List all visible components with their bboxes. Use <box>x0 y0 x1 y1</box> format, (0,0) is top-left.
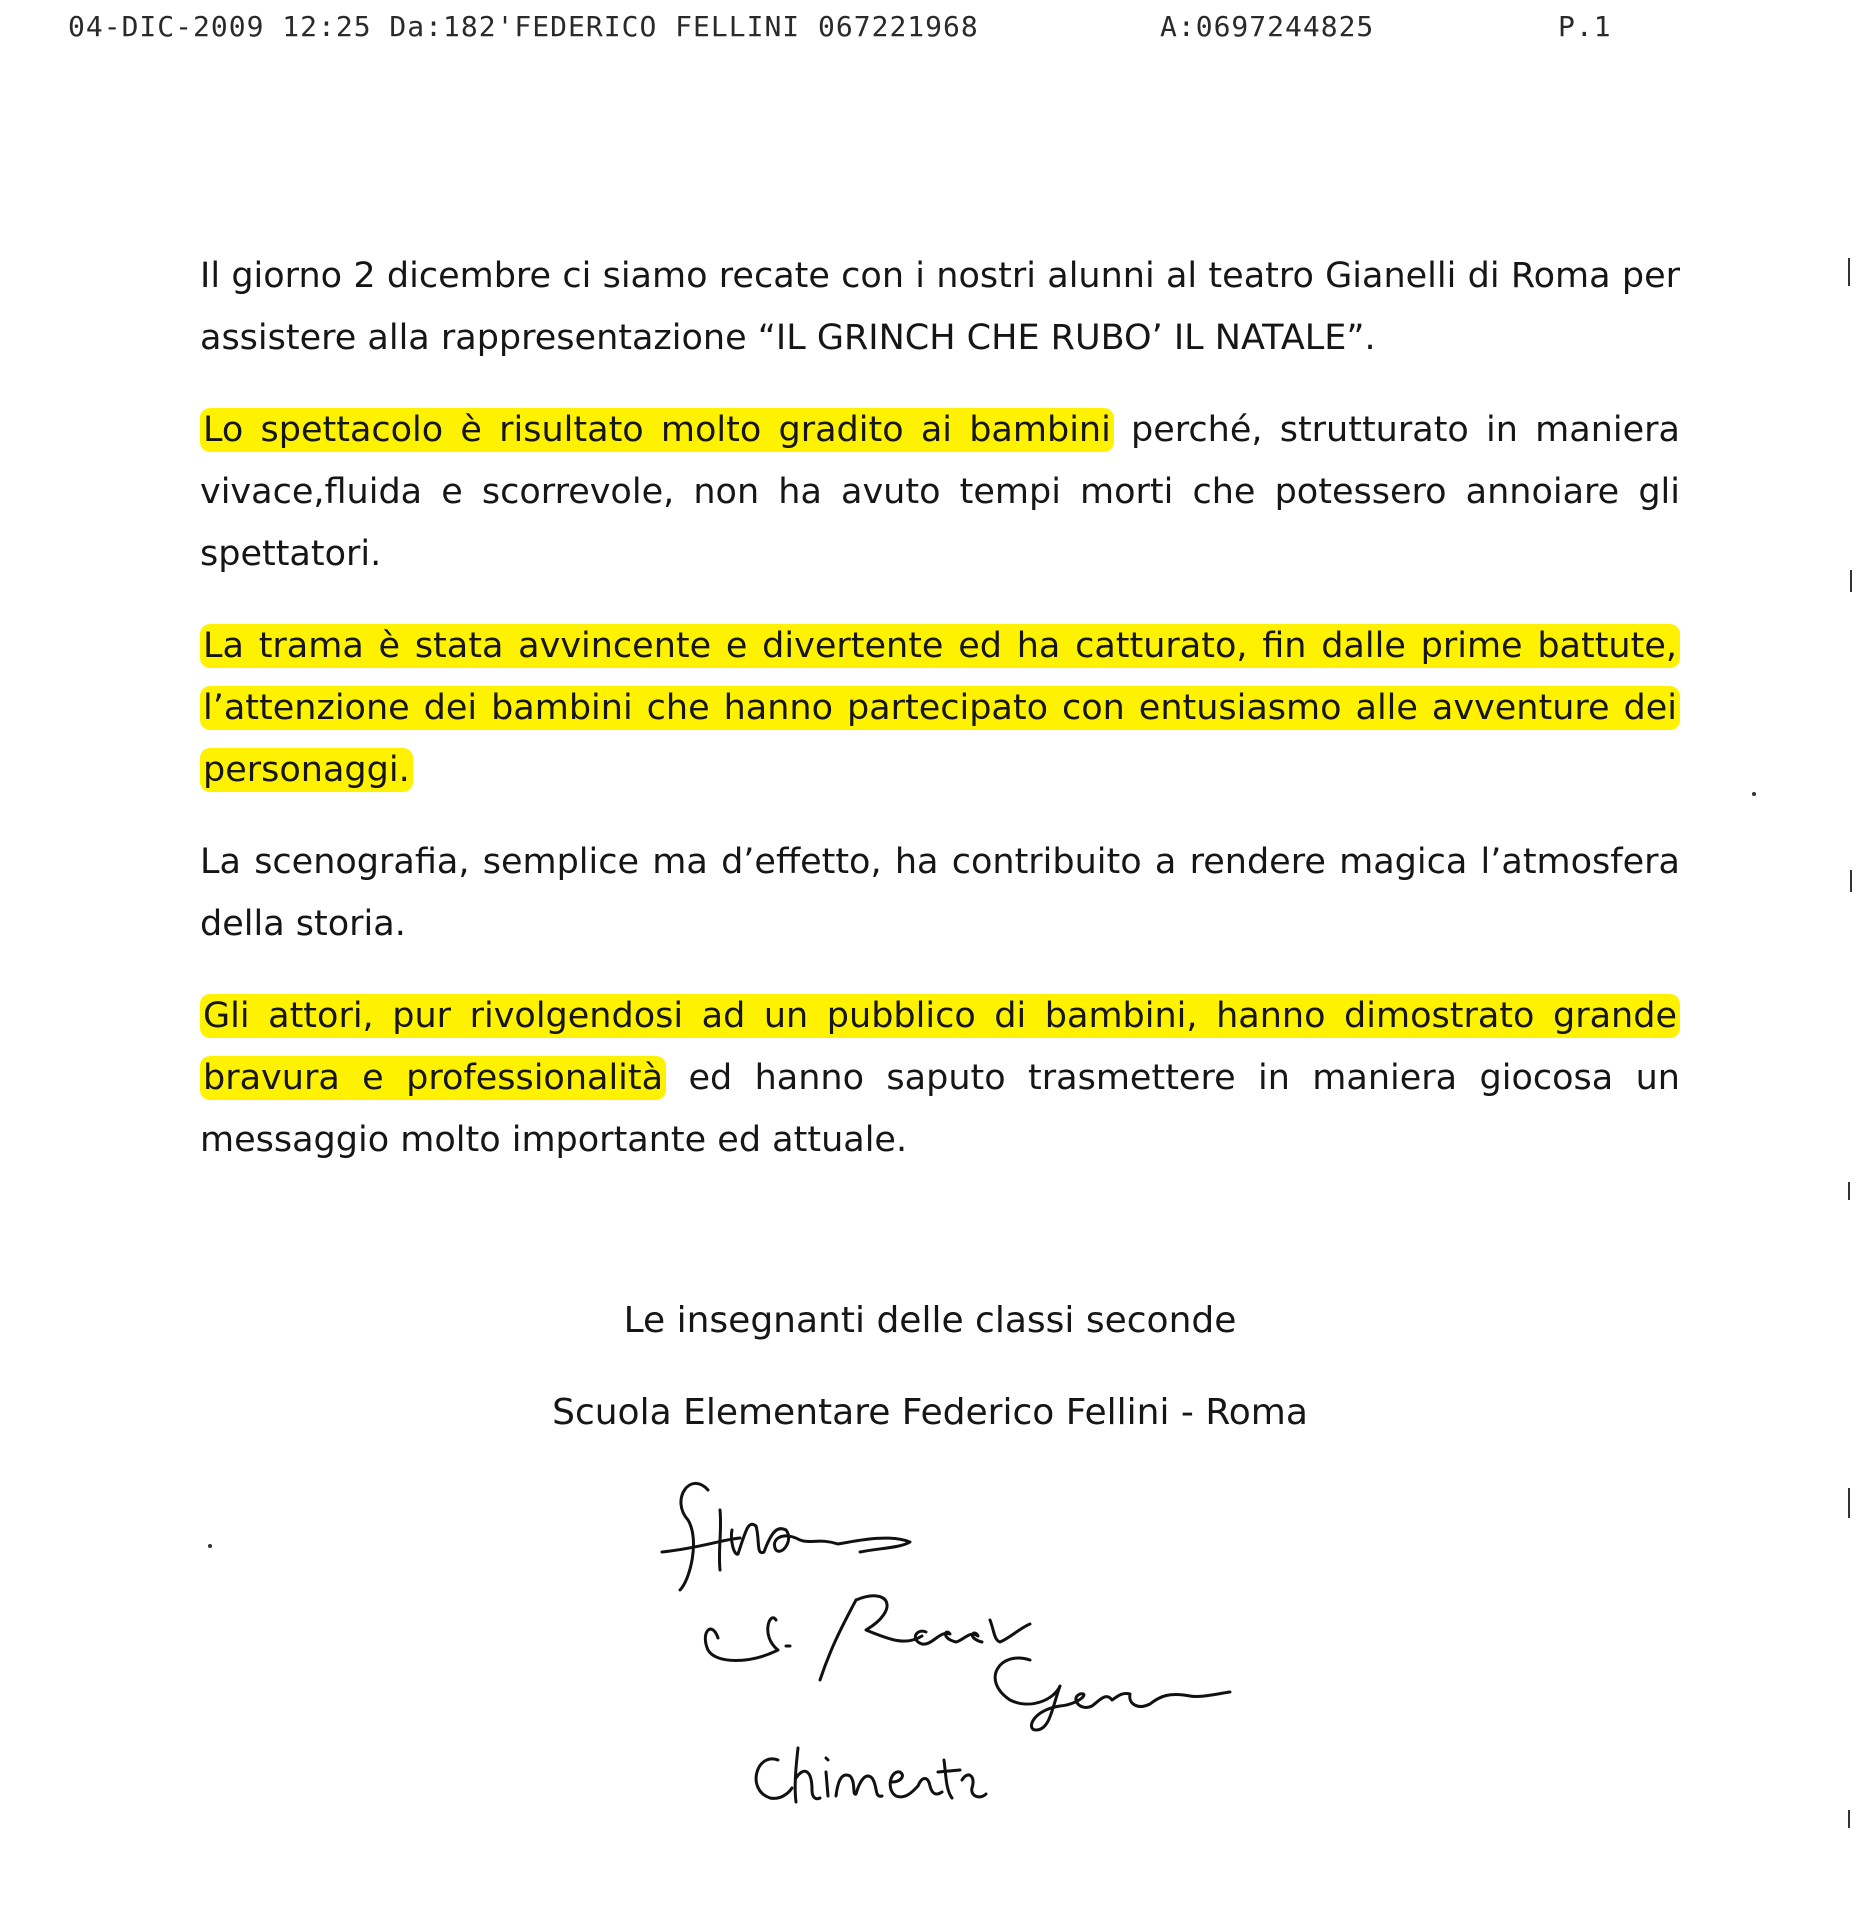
signature-morano <box>662 1483 910 1590</box>
highlighted-text: Lo spettacolo è risultato molto gradito ai bambini <box>200 408 1114 452</box>
signature-chimento <box>756 1748 986 1802</box>
school-name-line: Scuola Elementare Federico Fellini - Roma <box>552 1392 1308 1433</box>
scan-edge-marks <box>1820 0 1860 1908</box>
signature-gera <box>995 1658 1230 1730</box>
scan-speck <box>208 1544 212 1548</box>
fax-page-number: P.1 <box>1558 10 1612 43</box>
paragraph-actors <box>200 985 1680 1171</box>
teachers-line: Le insegnanti delle classi seconde <box>623 1300 1237 1341</box>
scan-speck <box>1752 792 1756 796</box>
fax-recipient-number: A:0697244825 <box>1160 10 1375 43</box>
highlighted-text: Gli attori, pur rivolgendosi ad un pubblico di bambini, hanno dimostrato grande bravura e professionalità <box>200 994 1680 1100</box>
paragraph-plot <box>200 615 1680 801</box>
paragraph-text: perché, strutturato in maniera vivace,fluida e scorrevole, non ha avuto tempi morti che potessero annoiare gli spettatori. <box>200 410 1680 574</box>
letter-body <box>200 245 1680 1201</box>
fax-header <box>0 10 1860 50</box>
highlighted-text: La trama è stata avvincente e divertente ed ha catturato, fin dalle prime battute, l’attenzione dei bambini che hanno partecipato con entusiasmo alle avventure dei personaggi. <box>200 624 1680 792</box>
paragraph-intro <box>200 245 1680 369</box>
paragraph-text: La scenografia, semplice ma d’effetto, ha contribuito a rendere magica l’atmosfera della storia. <box>200 842 1680 944</box>
paragraph-show-reception <box>200 399 1680 585</box>
handwritten-signatures <box>660 1460 1300 1840</box>
fax-sender-info: 04-DIC-2009 12:25 Da:182'FEDERICO FELLINI 067221968 <box>68 10 979 43</box>
paragraph-intro-text: Il giorno 2 dicembre ci siamo recate con i nostri alunni al teatro Gianelli di Roma per assistere alla rappresentazione “IL GRINCH CHE RUBO’ IL NATALE”. <box>200 256 1680 358</box>
signature-ricci <box>705 1596 1030 1680</box>
paragraph-text: ed hanno saputo trasmettere in maniera giocosa un messaggio molto importante ed attuale. <box>200 1058 1680 1160</box>
paragraph-scenography <box>200 831 1680 955</box>
